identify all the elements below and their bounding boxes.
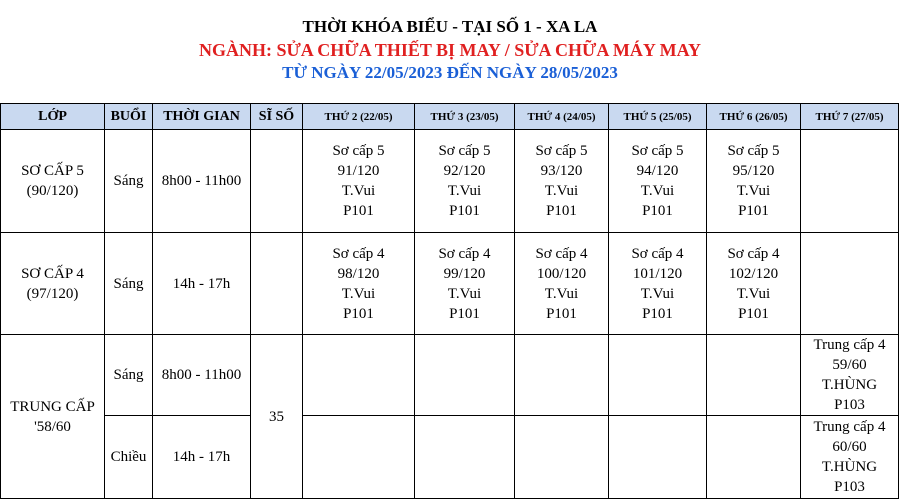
room: P101 xyxy=(642,203,673,219)
room: P101 xyxy=(546,305,577,322)
course-name: Sơ cấp 4 xyxy=(727,245,780,262)
class-count: (90/120) xyxy=(26,183,79,199)
lesson-count: 93/120 xyxy=(540,163,583,179)
schedule-cell-empty xyxy=(303,335,415,416)
course-name: Sơ cấp 4 xyxy=(332,245,385,262)
schedule-cell xyxy=(707,233,801,335)
col-thu-3: THỨ 3 (23/05) xyxy=(415,104,515,130)
time-cell: 14h - 17h xyxy=(153,233,251,335)
session-cell: Sáng xyxy=(105,335,153,416)
course-name: Sơ cấp 4 xyxy=(631,245,684,262)
schedule-cell xyxy=(303,130,415,233)
course-name: Sơ cấp 4 xyxy=(438,245,491,262)
col-thu-4: THỨ 4 (24/05) xyxy=(515,104,609,130)
course-name: Sơ cấp 5 xyxy=(535,143,588,159)
schedule-cell xyxy=(801,416,899,499)
teacher: T.Vui xyxy=(736,285,771,302)
lesson-count: 91/120 xyxy=(337,163,380,179)
class-name: SƠ CẤP 5 xyxy=(21,163,84,179)
schedule-cell xyxy=(609,233,707,335)
col-si-so: SĨ SỐ xyxy=(251,104,303,130)
schedule-cell-empty xyxy=(415,416,515,499)
col-thu-2: THỨ 2 (22/05) xyxy=(303,104,415,130)
course-name: Trung cấp 4 xyxy=(813,419,886,435)
col-thu-5: THỨ 5 (25/05) xyxy=(609,104,707,130)
title-block xyxy=(0,0,900,84)
class-name-cell xyxy=(1,335,105,499)
class-name: TRUNG CẤP xyxy=(10,398,95,415)
page-subtitle: NGÀNH: SỬA CHỮA THIẾT BỊ MAY / SỬA CHỮA MÁY MAY xyxy=(198,40,702,60)
teacher: T.Vui xyxy=(640,285,675,302)
room: P101 xyxy=(642,305,673,322)
time-cell: 8h00 - 11h00 xyxy=(153,130,251,233)
class-name-cell xyxy=(1,130,105,233)
room: P101 xyxy=(343,305,374,322)
teacher: T.Vui xyxy=(341,285,376,302)
room: P103 xyxy=(834,397,865,413)
date-range: TỪ NGÀY 22/05/2023 ĐẾN NGÀY 28/05/2023 xyxy=(282,63,618,82)
schedule-cell-empty xyxy=(801,233,899,335)
table-row xyxy=(1,233,899,335)
table-row xyxy=(1,416,899,499)
schedule-cell-empty xyxy=(609,416,707,499)
schedule-cell-empty xyxy=(515,416,609,499)
schedule-cell xyxy=(303,233,415,335)
class-count: (97/120) xyxy=(26,285,79,302)
course-name: Sơ cấp 5 xyxy=(727,143,780,159)
room: P103 xyxy=(834,479,865,495)
lesson-count: 95/120 xyxy=(732,163,775,179)
room: P101 xyxy=(546,203,577,219)
schedule-cell-empty xyxy=(609,335,707,416)
size-cell: 35 xyxy=(251,335,303,499)
lesson-count: 60/60 xyxy=(832,439,867,455)
room: P101 xyxy=(738,203,769,219)
lesson-count: 59/60 xyxy=(832,357,867,373)
time-cell: 8h00 - 11h00 xyxy=(153,335,251,416)
time-cell: 14h - 17h xyxy=(153,416,251,499)
session-cell: Chiều xyxy=(105,416,153,499)
course-name: Sơ cấp 5 xyxy=(438,143,491,159)
teacher: T.Vui xyxy=(640,183,675,199)
teacher: T.HÙNG xyxy=(821,377,878,393)
schedule-cell-empty xyxy=(303,416,415,499)
lesson-count: 101/120 xyxy=(632,265,683,282)
col-thoi-gian: THỜI GIAN xyxy=(153,104,251,130)
col-thu-6: THỨ 6 (26/05) xyxy=(707,104,801,130)
lesson-count: 100/120 xyxy=(536,265,587,282)
col-thu-7: THỨ 7 (27/05) xyxy=(801,104,899,130)
course-name: Sơ cấp 4 xyxy=(535,245,588,262)
schedule-cell xyxy=(707,130,801,233)
schedule-cell-empty xyxy=(415,335,515,416)
size-cell xyxy=(251,233,303,335)
lesson-count: 98/120 xyxy=(337,265,380,282)
teacher: T.Vui xyxy=(447,285,482,302)
class-name: SƠ CẤP 4 xyxy=(21,265,84,282)
schedule-cell xyxy=(515,233,609,335)
lesson-count: 94/120 xyxy=(636,163,679,179)
schedule-cell-empty xyxy=(515,335,609,416)
teacher: T.Vui xyxy=(341,183,376,199)
timetable xyxy=(0,103,899,499)
table-row xyxy=(1,130,899,233)
lesson-count: 99/120 xyxy=(443,265,486,282)
room: P101 xyxy=(738,305,769,322)
teacher: T.HÙNG xyxy=(821,459,878,475)
session-cell: Sáng xyxy=(105,130,153,233)
col-buoi: BUỔI xyxy=(105,104,153,130)
schedule-cell xyxy=(609,130,707,233)
size-cell xyxy=(251,130,303,233)
teacher: T.Vui xyxy=(447,183,482,199)
room: P101 xyxy=(449,305,480,322)
course-name: Sơ cấp 5 xyxy=(332,143,385,159)
schedule-cell-empty xyxy=(707,335,801,416)
course-name: Trung cấp 4 xyxy=(813,337,886,353)
lesson-count: 92/120 xyxy=(443,163,486,179)
schedule-cell-empty xyxy=(801,130,899,233)
room: P101 xyxy=(449,203,480,219)
page-title: THỜI KHÓA BIỂU - TẠI SỐ 1 - XA LA xyxy=(302,17,598,36)
course-name: Sơ cấp 5 xyxy=(631,143,684,159)
teacher: T.Vui xyxy=(544,285,579,302)
table-row xyxy=(1,335,899,416)
col-lop: LỚP xyxy=(1,104,105,130)
schedule-cell xyxy=(801,335,899,416)
schedule-cell xyxy=(415,233,515,335)
header-row xyxy=(1,104,899,130)
lesson-count: 102/120 xyxy=(728,265,779,282)
teacher: T.Vui xyxy=(736,183,771,199)
schedule-cell-empty xyxy=(707,416,801,499)
class-name-cell xyxy=(1,233,105,335)
room: P101 xyxy=(343,203,374,219)
class-count: '58/60 xyxy=(34,418,71,435)
session-cell: Sáng xyxy=(105,233,153,335)
schedule-cell xyxy=(515,130,609,233)
schedule-cell xyxy=(415,130,515,233)
teacher: T.Vui xyxy=(544,183,579,199)
